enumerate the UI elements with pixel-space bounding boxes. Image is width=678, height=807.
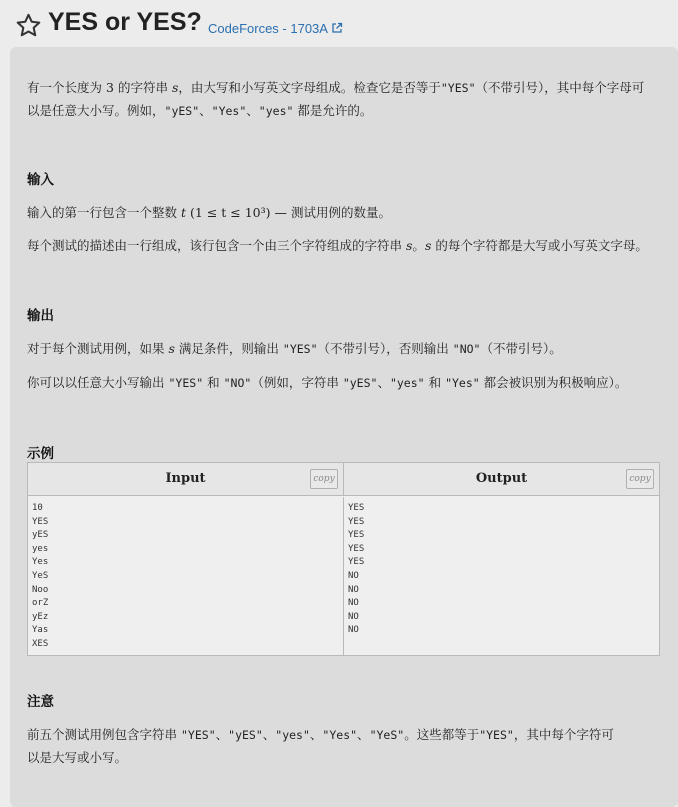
input-line: yEz <box>32 611 49 622</box>
output-line: NO <box>348 584 359 595</box>
text: 都会被识别为积极响应）。 <box>483 375 628 390</box>
input-line: yes <box>32 543 49 554</box>
text: 和 <box>207 375 220 390</box>
statement-line-1 <box>27 78 644 96</box>
code-yes: "YES" <box>440 81 476 95</box>
code: "Yes" <box>211 104 247 118</box>
text: 和 <box>428 375 442 390</box>
input-line: yES <box>32 530 49 541</box>
text: 前五个测试用例包含字符串 <box>27 727 178 742</box>
output-line: YES <box>348 543 365 554</box>
math-range: (1 ≤ t ≤ 10³) <box>190 205 271 220</box>
text: ，由大写和小写英文字母组成。检查它是否等于 <box>178 80 441 95</box>
copy-input-button[interactable]: copy <box>310 469 338 489</box>
example-heading: 示例 <box>27 446 54 462</box>
source-link[interactable] <box>208 21 343 36</box>
math-s: s <box>424 238 432 253</box>
text: （不带引号）。 <box>480 341 562 356</box>
text: 的字符串 <box>117 80 168 95</box>
text: 、 <box>357 727 370 742</box>
output-line-1 <box>27 339 562 357</box>
output-line: YES <box>348 503 365 513</box>
output-line: YES <box>348 530 365 541</box>
note-line-1 <box>27 725 614 743</box>
code: "Yes" <box>322 728 358 742</box>
text: （例如，字符串 <box>251 375 339 390</box>
text: 、 <box>309 727 323 742</box>
text: 对于每个测试用例，如果 <box>27 341 165 356</box>
input-line-1 <box>27 203 391 221</box>
text: 的每个字符都是大写或小写英文字母。 <box>435 238 648 253</box>
math-s: s <box>168 341 175 356</box>
problem-header <box>0 0 678 48</box>
output-line: YES <box>348 516 365 527</box>
external-link-icon <box>331 22 343 34</box>
text: 每个测试的描述由一行组成，该行包含一个由三个字符组成的字符串 <box>27 238 403 253</box>
input-heading: 输入 <box>27 172 54 188</box>
code: "yES" <box>342 376 378 390</box>
input-line: YES <box>32 516 49 527</box>
code: "Yes" <box>445 376 480 390</box>
input-label: Input <box>165 471 206 486</box>
text: 、 <box>377 375 390 390</box>
text: 满足条件，则输出 <box>178 341 279 356</box>
input-line: 10 <box>32 503 43 513</box>
output-line: NO <box>348 570 359 581</box>
output-line: NO <box>348 611 359 622</box>
math-s: s <box>406 238 413 253</box>
code: "YeS" <box>369 728 405 742</box>
star-outline-icon[interactable] <box>15 12 42 39</box>
page-title: YES or YES? <box>48 8 202 36</box>
source-link-label[interactable]: CodeForces - 1703A <box>208 21 328 36</box>
note-heading: 注意 <box>27 694 54 710</box>
output-line-2 <box>27 373 627 391</box>
code: "YES" <box>282 342 318 356</box>
text: 。这些都等于 <box>404 727 480 742</box>
output-line: YES <box>348 557 365 568</box>
input-line: Yas <box>32 625 49 636</box>
text: （不带引号），否则输出 <box>317 341 449 356</box>
output-line: NO <box>348 598 359 609</box>
text: 、 <box>262 727 276 742</box>
text: 输入的第一行包含一个整数 <box>27 205 178 220</box>
code: "yes" <box>258 104 294 118</box>
math-s: s <box>171 80 179 95</box>
input-column-header <box>28 463 344 496</box>
code: "NO" <box>452 342 481 356</box>
code: "yes" <box>389 376 425 390</box>
input-line-2 <box>27 236 648 254</box>
input-line: orZ <box>32 598 49 609</box>
code: "YES" <box>479 728 514 742</box>
input-line: XES <box>32 638 49 649</box>
text: 。 <box>412 238 425 253</box>
text: 有一个长度为 <box>27 80 103 95</box>
example-output[interactable] <box>344 497 659 655</box>
code: "yes" <box>275 728 310 742</box>
text: — 测试用例的数量。 <box>274 205 391 220</box>
text: 都是允许的。 <box>297 103 373 118</box>
output-heading: 输出 <box>27 308 54 324</box>
math-t: t <box>181 205 187 220</box>
input-line: YeS <box>32 570 49 581</box>
text: 以是任意大小写。例如， <box>27 103 165 118</box>
text: 、 <box>215 727 229 742</box>
example-table <box>27 462 660 656</box>
input-line: Yes <box>32 557 49 568</box>
input-line: Noo <box>32 584 49 595</box>
code: "YES" <box>168 376 204 390</box>
code: "yES" <box>164 104 200 118</box>
text: （不带引号），其中每个字母可 <box>475 80 645 95</box>
code: "YES" <box>181 728 216 742</box>
output-line: NO <box>348 625 359 636</box>
text: ，其中每个字符可 <box>513 727 614 742</box>
math-n: 3 <box>106 80 114 95</box>
output-column-header <box>344 463 659 496</box>
copy-output-button[interactable]: copy <box>626 469 654 489</box>
text: 、 <box>199 103 212 118</box>
code: "NO" <box>223 376 252 390</box>
note-line-2: 以是大写或小写。 <box>27 750 128 765</box>
text: 、 <box>246 103 259 118</box>
output-label: Output <box>475 471 528 486</box>
problem-panel <box>10 47 678 807</box>
code: "yES" <box>228 728 263 742</box>
example-input[interactable] <box>28 497 344 655</box>
statement-line-2 <box>27 101 372 119</box>
text: 你可以以任意大小写输出 <box>27 375 165 390</box>
